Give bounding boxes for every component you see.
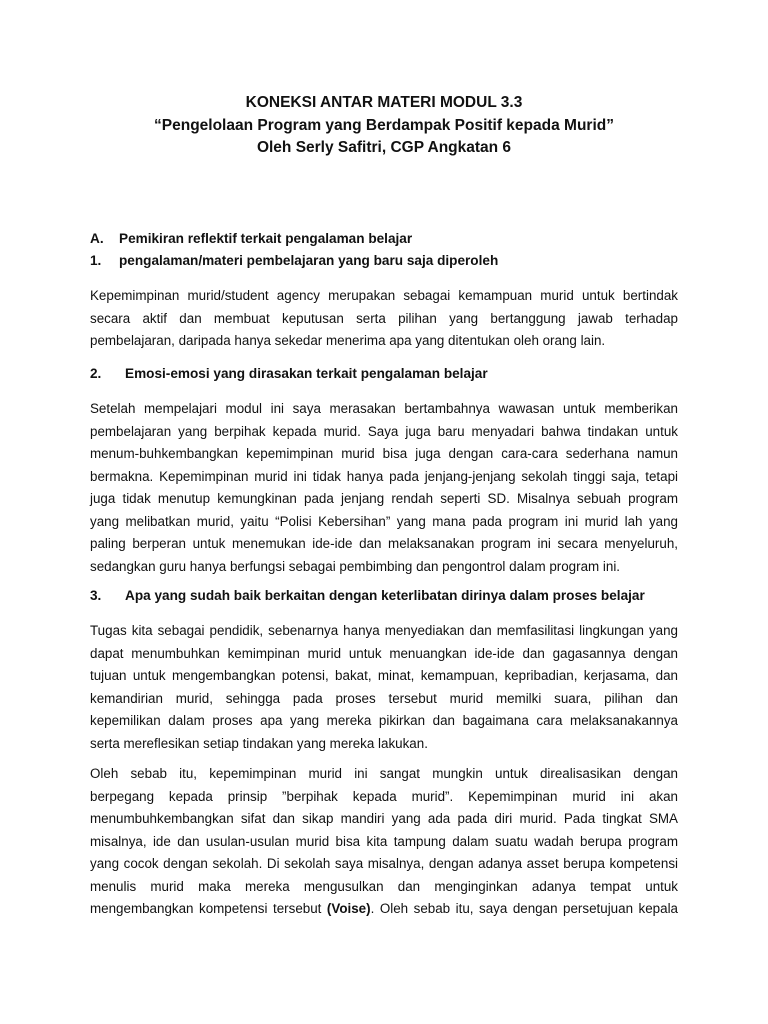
paragraph-2 bbox=[90, 398, 678, 578]
item-1-heading bbox=[90, 251, 499, 271]
paragraph-line: menum-buhkembangkan kepemimpinan murid bisa juga dengan cara-cara sederhana namun bbox=[90, 446, 678, 461]
item-2-number: 2. bbox=[90, 366, 102, 381]
paragraph-line: yang cocok dengan sekolah. Di sekolah saya misalnya, dengan adanya asset berupa kompetensi bbox=[90, 856, 678, 871]
paragraph-line: paling berperan untuk menemukan ide-ide dan melaksanakan program ini secara menyeluruh, bbox=[90, 536, 678, 551]
title-line-1: KONEKSI ANTAR MATERI MODUL 3.3 bbox=[245, 94, 523, 111]
paragraph-line: Setelah mempelajari modul ini saya merasakan bertambahnya wawasan untuk memberikan bbox=[90, 401, 678, 416]
section-a-number: A. bbox=[90, 231, 104, 246]
paragraph-line: menulis murid maka mereka mengusulkan dan menginginkan adanya tempat untuk bbox=[90, 878, 678, 894]
paragraph-line: Tugas kita sebagai pendidik, sebenarnya hanya menyediakan dan memfasilitasi lingkungan yang bbox=[90, 623, 678, 638]
item-1-number: 1. bbox=[90, 253, 102, 268]
title-line-2: “Pengelolaan Program yang Berdampak Positif kepada Murid” bbox=[154, 116, 614, 134]
paragraph-line: kemandirian murid, sehingga pada proses tersebut murid memilki suara, pilihan dan bbox=[90, 690, 678, 706]
paragraph-line: tujuan untuk mengembangkan potensi, bakat, minat, kemampuan, kepribadian, kerjasama, dan bbox=[90, 668, 678, 683]
paragraph-line: serta mereflesikan setiap tindakan yang mereka lakukan. bbox=[90, 735, 428, 751]
paragraph-text: . Oleh sebab itu, saya dengan persetujuan kepala bbox=[370, 901, 679, 916]
paragraph-line: berpegang kepada prinsip ”berpihak kepada murid”. Kepemimpinan murid ini akan bbox=[90, 788, 678, 804]
item-1-text: pengalaman/materi pembelajaran yang baru saja diperoleh bbox=[119, 253, 499, 268]
document-title bbox=[0, 92, 768, 160]
paragraph-line: pembelajaran, daripada hanya sekedar menerima apa yang ditentukan oleh orang lain. bbox=[90, 333, 606, 348]
title-line-3: Oleh Serly Safitri, CGP Angkatan 6 bbox=[256, 139, 512, 156]
item-3-text: Apa yang sudah baik berkaitan dengan keterlibatan dirinya dalam proses belajar bbox=[125, 588, 645, 603]
paragraph-line: sedangkan guru hanya berfungsi sebagai pembimbing dan pengontrol dalam program ini. bbox=[90, 558, 621, 574]
item-2-text: Emosi-emosi yang dirasakan terkait pengalaman belajar bbox=[125, 366, 488, 381]
paragraph-line: juga tidak menutup kemungkinan pada jenjang rendah seperti SD. Misalnya sebuah program bbox=[90, 491, 678, 506]
item-3-heading bbox=[90, 586, 645, 606]
item-2-heading bbox=[90, 364, 488, 384]
voise-bold-text: (Voise) bbox=[326, 901, 371, 916]
section-a-heading bbox=[90, 229, 413, 249]
paragraph-1 bbox=[90, 285, 678, 353]
paragraph-line: Kepemimpinan murid/student agency merupakan sebagai kemampuan murid untuk bertindak bbox=[90, 288, 678, 303]
paragraph-line: pembelajaran yang berpihak kepada murid. Saya juga baru menyadari bahwa tindakan untuk bbox=[90, 423, 678, 439]
paragraph-3 bbox=[90, 620, 678, 755]
paragraph-line: menumbuhkembangkan sifat dan sikap mandiri yang ada pada diri murid. Pada tingkat SMA bbox=[90, 811, 678, 826]
paragraph-line: misalnya, ide dan usulan-usulan murid bisa kita tampung dalam suatu wadah berupa program bbox=[90, 833, 678, 849]
paragraph-line: Oleh sebab itu, kepemimpinan murid ini sangat mungkin untuk direalisasikan dengan bbox=[90, 766, 678, 781]
section-a-text: Pemikiran reflektif terkait pengalaman belajar bbox=[119, 231, 413, 246]
paragraph-line: bermakna. Kepemimpinan murid ini tidak hanya pada jenjang-jenjang sekolah tinggi saja, tetapi bbox=[90, 468, 678, 484]
paragraph-line-final bbox=[90, 898, 678, 921]
paragraph-line: secara aktif dan membuat keputusan serta pilihan yang bertanggung jawab terhadap bbox=[90, 310, 678, 326]
item-3-number: 3. bbox=[90, 588, 102, 603]
paragraph-line: yang melibatkan murid, yaitu “Polisi Kebersihan” yang mana pada program ini murid lah yang bbox=[90, 513, 678, 529]
paragraph-line: dapat menumbuhkan kemimpinan murid untuk menuangkan ide-ide dan gagasannya dengan bbox=[90, 645, 678, 661]
paragraph-text: mengembangkan kompetensi tersebut bbox=[90, 901, 327, 916]
paragraph-4 bbox=[90, 763, 678, 921]
paragraph-line: kepemilikan dalam proses apa yang mereka pikirkan dan bagaimana cara melaksanakannya bbox=[90, 713, 678, 728]
